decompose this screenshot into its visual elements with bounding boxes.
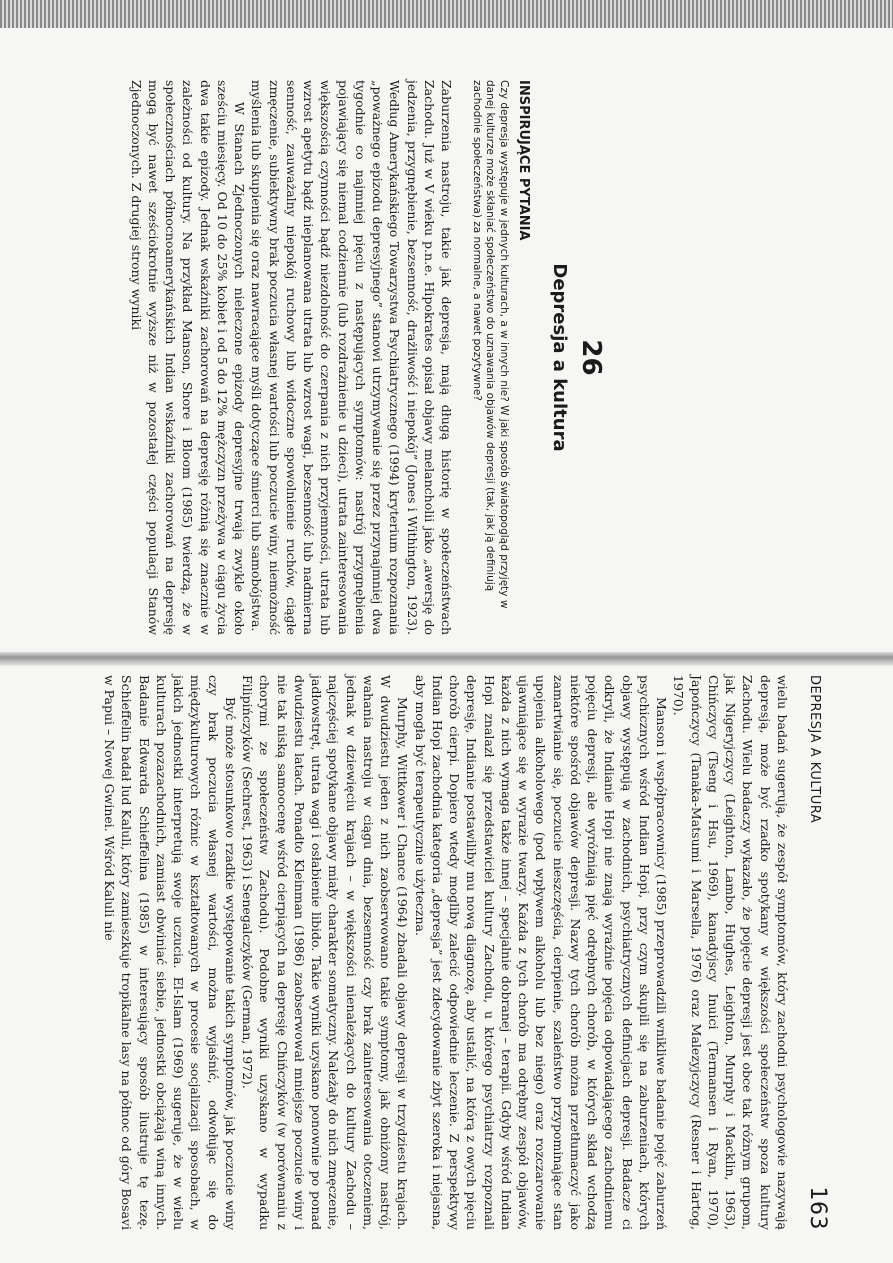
running-head (805, 675, 830, 1230)
inspiring-questions: Czy depresja występuje w jednych kulturach, a w innych nie? W jaki sposób światopogląd przyjęty w danej kulturze może skłaniać społeczeństwo do uznawania objawów depresji (tak, jak ją definiują zachodnie społeczeństwa) za normalne, a nawet pozytywne? (470, 80, 510, 609)
chapter-number: 26 (576, 339, 606, 376)
left-page (128, 80, 610, 635)
right-page-body (101, 675, 791, 1230)
running-head-title: DEPRESJA A KULTURA (807, 675, 822, 824)
paragraph: W Stanach Zjednoczonych nieleczone epizody depresyjne trwają zwykle około sześciu miesięcy. Od 10 do 25% kobiet i od 5 do 12% mężczyzn przeżywa w ciągu życia dwa takie epizody. Jednak wskaźniki zachorowań na depresję różnią się znacznie w zależności od kultury. Na przykład Manson, Shore i Bloom (1985) twierdzą, że w społecznościach północnoamerykańskich Indian wskaźniki zachorowań na depresję mogą być nawet sześciokrotnie wyższe niż w pozostałej części populacji Stanów Zjednoczonych. Z drugiej strony wyniki (128, 80, 248, 635)
scan-edge-shadow (0, 0, 893, 28)
paragraph: Manson i współpracownicy (1985) przeprowadzili wnikliwe badanie pojęć zaburzeń psychicznych wśród Indian Hopi, przy czym skupili się na zaburzeniach, których objawy występują w zachodnich, psychiatrycznych definicjach depresji. Badacze ci odkryli, że Indianie Hopi nie znają wyraźnie pojęcia odpowiadającego zachodniemu pojęciu depresji, ale wyróżniają pięć odrębnych chorób, w których skład wchodzą niektóre spośród objawów depresji. Nazwy tych chorób można przetłumaczyć jako zamartwianie się, poczucie nieszczęścia, cierpienie, szaleństwo przypominające stan upojenia alkoholowego (pod wpływem alkoholu lub bez niego) oraz rozczarowanie ujawniające się w wyrazie twarzy. Każda z tych chorób ma odrębny zespół objawów, każda z nich wymaga także innej – specjalnie dobranej – terapii. Gdyby wśród Indian Hopi znalazł się przedstawiciel kultury Zachodu, u którego psychiatrzy rozpoznali depresję, Indianie postawiliby mu nową diagnozę, aby ustalić, na którą z owych pięciu chorób cierpi. Dopiero wtedy mogliby zalecić odpowiednie leczenie. Z perspektywy Indian Hopi zachodnia kategoria „depresja” jest zdecydowanie zbyt szeroka i niejasna, aby mogła być terapeutycznie użyteczna. (412, 675, 670, 1230)
book-gutter (0, 652, 893, 666)
page-number: 163 (805, 1186, 830, 1230)
paragraph: wielu badań sugerują, że zespół symptomów, który zachodni psychologowie nazywają depresją, może być rzadko spotykany w większości społeczeństw spoza kultury Zachodu. Wielu badaczy wykazało, że pojęcie depresji jest obce tak różnym grupom, jak Nigeryjczycy (Leighton, Lambo, Hughes, Leighton, Murphy i Macklin, 1963), Chińczycy (Tseng i Hsu, 1969), kanadyjscy Inuici (Termansen i Ryan, 1970), Japończycy (Tanaka-Matsumi i Marsella, 1976) oraz Malezyjczycy (Resner i Hartog, 1970). (671, 675, 790, 1230)
paragraph: Zaburzenia nastroju, takie jak depresja, mają długą historię w społeczeństwach Zachodu. Już w V wieku p.n.e. Hipokrates opisał objawy melancholii jako „awersję do jedzenia, przygnębienie, bezsenność, drażliwość i niepokój” (Jones i Withington, 1923). Według Amerykańskiego Towarzystwa Psychiatrycznego (1994) kryterium rozpoznania „poważnego epizodu depresyjnego” stanowi utrzymywanie się przez przynajmniej dwa tygodnie co najmniej pięciu z następujących symptomów: nastrój przygnębienia pojawiający się niemal codziennie (lub rozdrażnienie u dzieci), utrata zainteresowania większością czynności bądź niezdolność do czerpania z nich przyjemności, utrata lub wzrost apetytu bądź nieplanowana utrata lub wzrost wagi, bezsenność lub nadmierna senność, zauważalny niepokój ruchowy lub widoczne spowolnienie ruchów, ciągłe zmęczenie, subiektywny brak poczucia własnej wartości lub poczucie winy, niemożność myślenia lub skupienia się oraz nawracające myśli dotyczące śmierci lub samobójstwa. (249, 80, 455, 635)
section-heading: INSPIRUJĄCE PYTANIA (516, 80, 531, 241)
right-page (102, 675, 830, 1230)
chapter-title: Depresja a kultura (549, 263, 570, 452)
paragraph: Być może stosunkowo rzadkie występowanie takich symptomów, jak poczucie winy czy brak poczucia własnej wartości, można wyjaśnić, odwołując się do międzykulturowych różnic w kształtowanych w procesie socjalizacji sposobach, w jakich jednostki interpretują swoje uczucia. El-Islam (1969) sugeruje, że w wielu kulturach pozazachodnich, zamiast obwiniać siebie, jednostki obciążają winą innych. Badanie Edwarda Schieffelina (1985) w interesujący sposób ilustruje tę tezę. Schieffelin badał lud Kaluli, który zamieszkuje tropikalne lasy na północ od góry Bosavi w Papui – Nowej Gwinei. Wśród Kaluli nie (102, 675, 238, 1230)
paragraph: Murphy, Wittkower i Chance (1964) zbadali objawy depresji w trzydziestu krajach. W dwudziestu jeden z nich zaobserwowano takie symptomy, jak obniżony nastrój, wahania nastroju w ciągu dnia, bezsenność czy brak zainteresowania otoczeniem, jednak w dziewięciu krajach – w większości nienależących do kultury Zachodu – najczęściej spotykane objawy miały charakter somatyczny. Należały do nich zmęczenie, jadłowstręt, utrata wagi i osłabienie libido. Takie wyniki uzyskano ponownie po ponad dwudziestu latach. Ponadto Kleinman (1986) zaobserwował mniejsze poczucie winy i nie tak niską samoocenę wśród cierpiących na depresję Chińczyków (w porównaniu z chorymi ze społeczeństw Zachodu). Podobne wyniki uzyskano w wypadku Filipińczyków (Sechrest, 1963) i Senegalczyków (German, 1972). (240, 675, 411, 1230)
